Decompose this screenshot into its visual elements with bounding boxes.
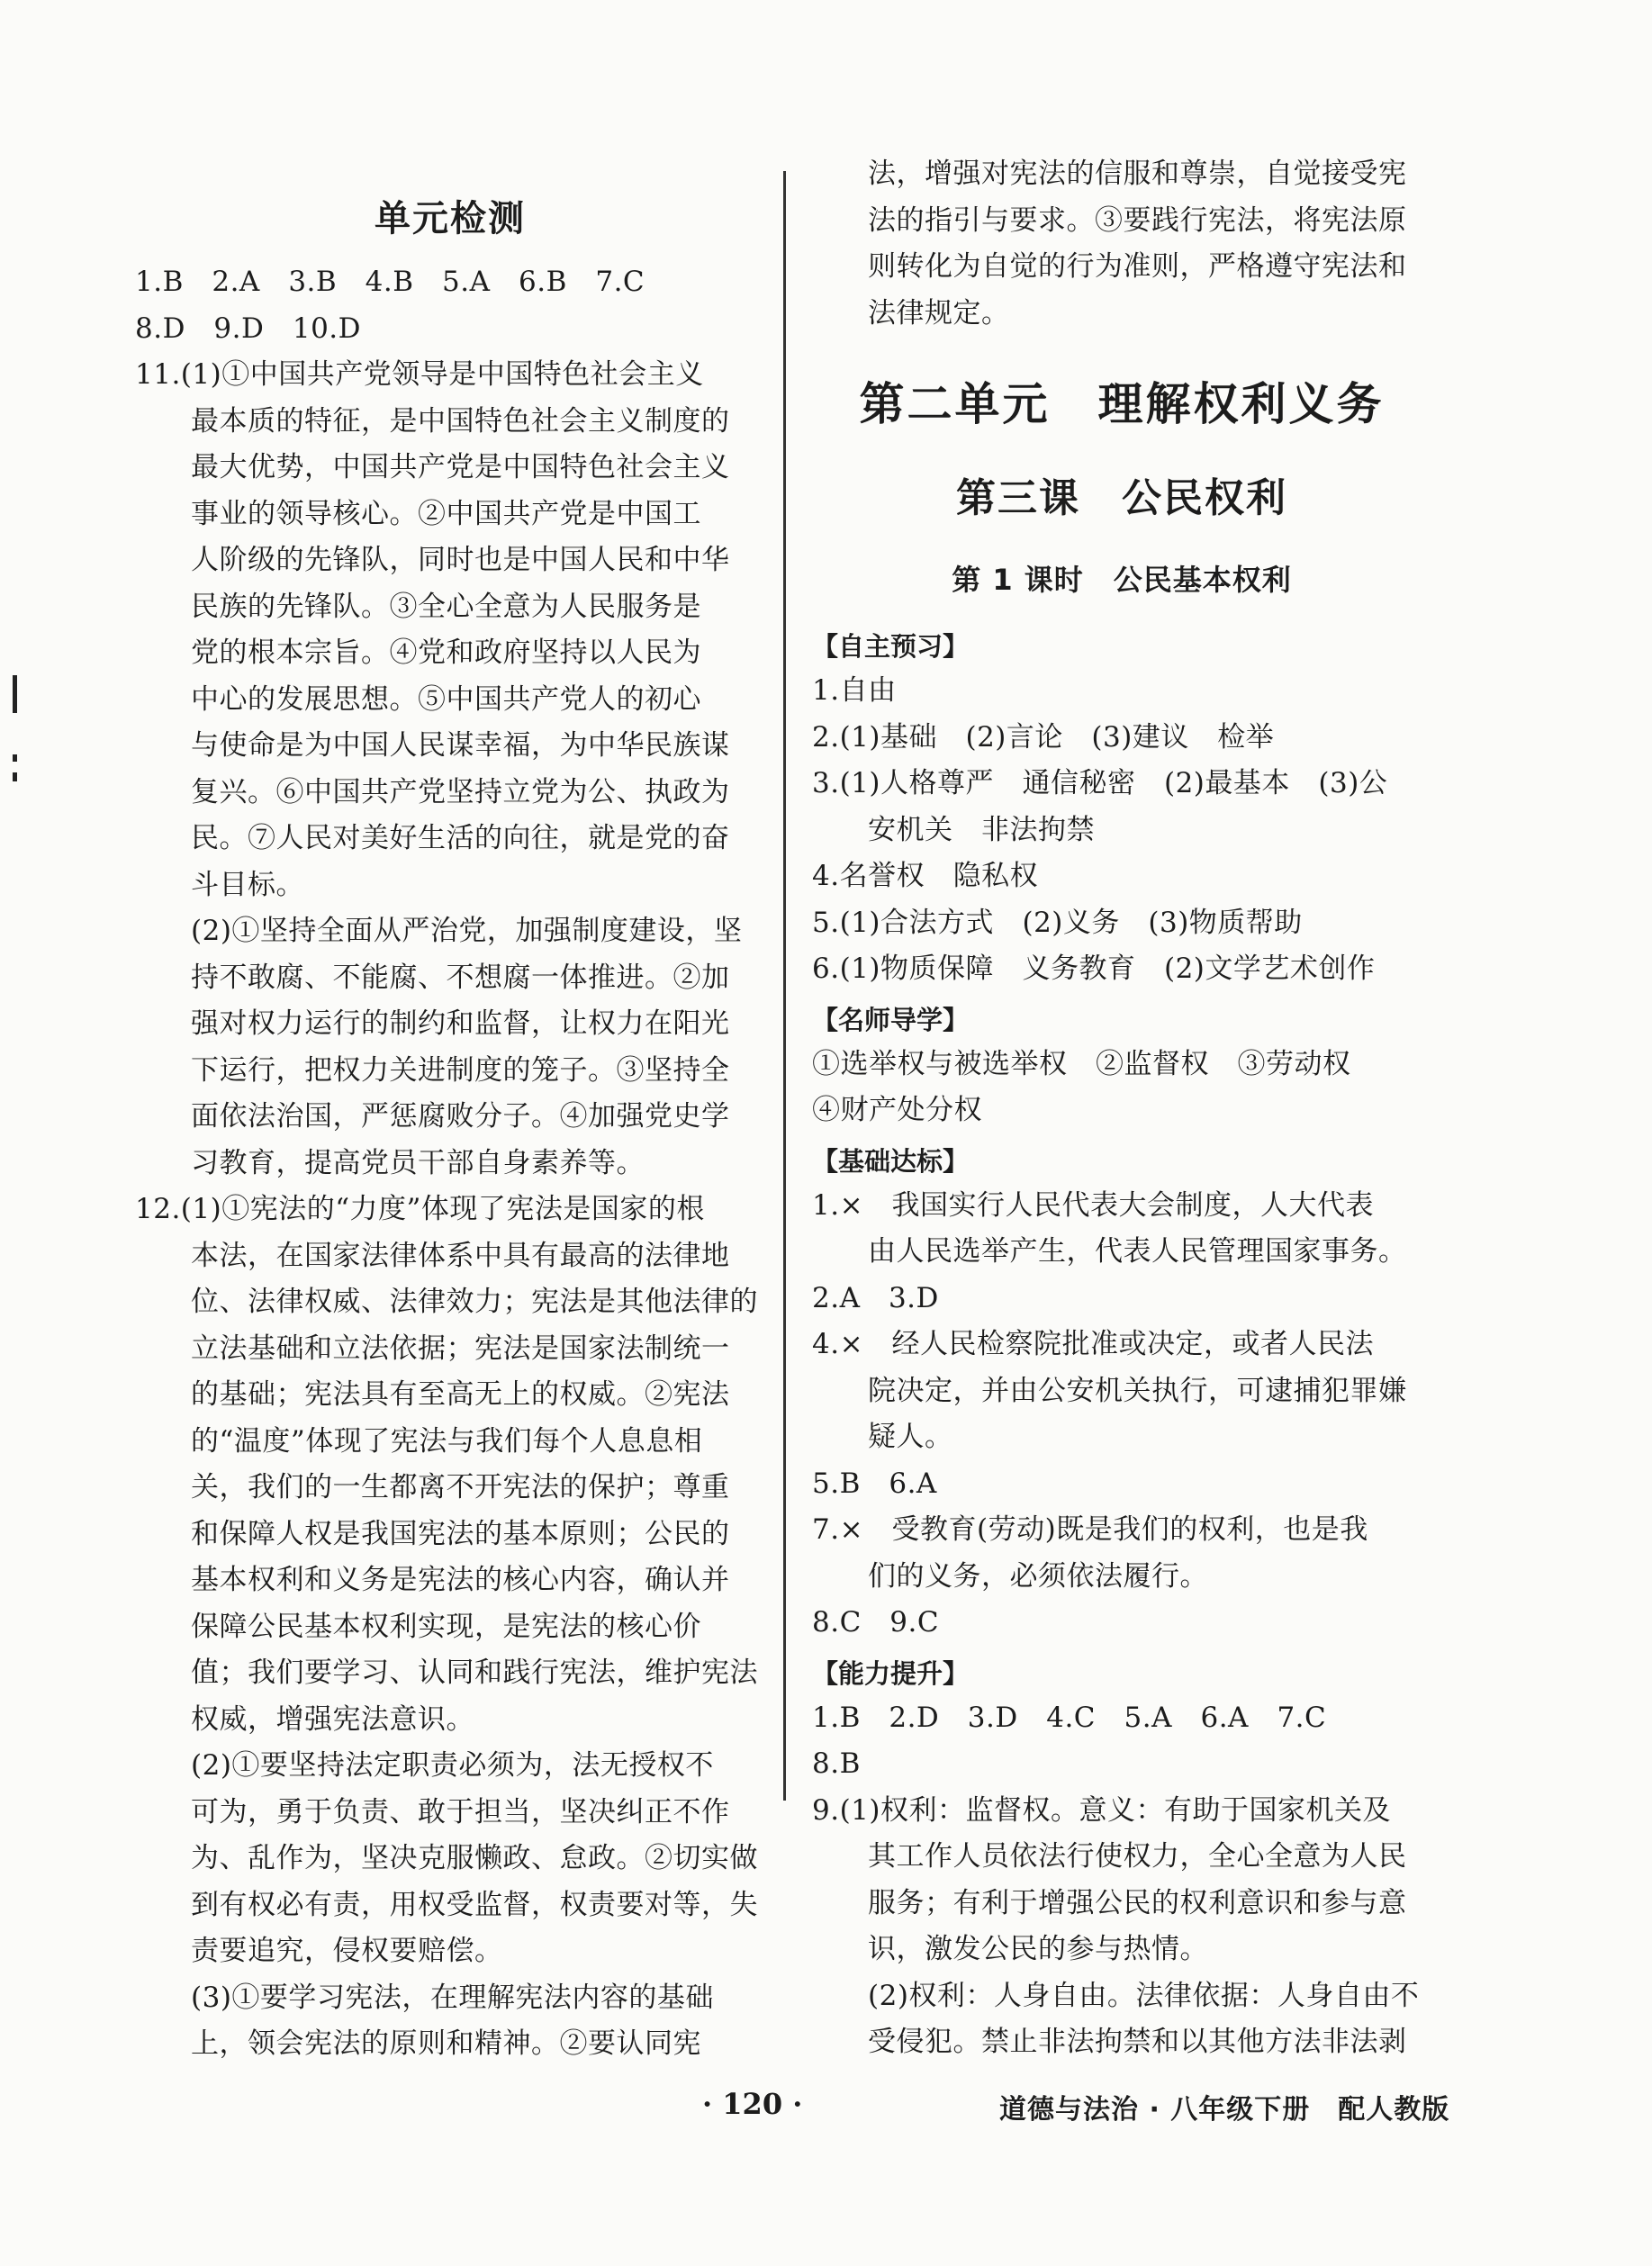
answer-line: 为、乱作为，坚决克服懒政、怠政。②切实做 xyxy=(191,1842,758,1874)
answer-line: 法律规定。 xyxy=(868,296,1010,330)
scan-edge-mark xyxy=(13,675,17,713)
answer-line: 下运行，把权力关进制度的笼子。③坚持全 xyxy=(191,1053,730,1087)
answer-line: 1.× 我国实行人民代表大会制度，人大代表 xyxy=(812,1188,1375,1222)
answer-line: 2.(1)基础 (2)言论 (3)建议 检举 xyxy=(812,720,1275,754)
answer-line: 安机关 非法拘禁 xyxy=(868,813,1095,846)
answer-line: 服务；有利于增强公民的权利意识和参与意 xyxy=(868,1886,1407,1919)
page-number: · 120 · xyxy=(702,2087,803,2121)
answer-line: 的“温度”体现了宪法与我们每个人息息相 xyxy=(191,1424,703,1458)
answer-line: 8.B xyxy=(812,1747,861,1780)
right-sections xyxy=(812,625,1431,2066)
answer-line: 人阶级的先锋队，同时也是中国人民和中华 xyxy=(191,544,730,576)
unit-title: 第二单元 理解权利义务 xyxy=(859,378,1385,430)
answer-line: 立法基础和立法依据；宪法是国家法制统一 xyxy=(191,1332,730,1365)
answer-line: 的基础；宪法具有至高无上的权威。②宪法 xyxy=(191,1378,730,1411)
section-label: 【自主预习】 xyxy=(812,631,970,662)
answer-line: 8.D 9.D 10.D xyxy=(135,311,362,345)
answer-line: 9.(1)权利：监督权。意义：有助于国家机关及 xyxy=(812,1793,1391,1827)
scan-edge-mark xyxy=(13,772,17,781)
answer-line: 们的义务，必须依法履行。 xyxy=(868,1559,1208,1593)
answer-line: ④财产处分权 xyxy=(812,1094,982,1126)
answer-line: 和保障人权是我国宪法的基本原则；公民的 xyxy=(191,1517,730,1550)
answer-line: 5.B 6.A xyxy=(812,1467,937,1500)
answer-line: 1.B 2.D 3.D 4.C 5.A 6.A 7.C xyxy=(812,1701,1327,1734)
left-answer-list xyxy=(135,259,765,2068)
answer-line: 11.(1)①中国共产党领导是中国特色社会主义 xyxy=(135,358,704,391)
answer-line: 3.(1)人格尊严 通信秘密 (2)最基本 (3)公 xyxy=(812,767,1388,799)
answer-line: 7.× 受教育(劳动)既是我们的权利，也是我 xyxy=(812,1513,1368,1546)
answer-line: 关，我们的一生都离不开宪法的保护；尊重 xyxy=(191,1471,730,1503)
answer-line: (2)①要坚持法定职责必须为，法无授权不 xyxy=(191,1749,714,1782)
answer-line: 最大优势，中国共产党是中国特色社会主义 xyxy=(191,451,730,483)
answer-line: 则转化为自觉的行为准则，严格遵守宪法和 xyxy=(868,250,1407,283)
answer-line: (3)①要学习宪法，在理解宪法内容的基础 xyxy=(191,1981,714,2014)
answer-line: 值；我们要学习、认同和践行宪法，维护宪法 xyxy=(191,1657,758,1689)
answer-line: 民。⑦人民对美好生活的向往，就是党的奋 xyxy=(191,822,730,854)
answer-line: 院决定，并由公安机关执行，可逮捕犯罪嫌 xyxy=(868,1374,1407,1407)
answer-line: 4.名誉权 隐私权 xyxy=(812,860,1039,892)
column-divider xyxy=(783,171,786,1801)
answer-line: 民族的先锋队。③全心全意为人民服务是 xyxy=(191,590,701,623)
answer-line: 法，增强对宪法的信服和尊崇，自觉接受宪 xyxy=(868,158,1407,190)
answer-line: 识，激发公民的参与热情。 xyxy=(868,1933,1208,1965)
lesson-title: 第三课 公民权利 xyxy=(956,475,1287,521)
answer-line: 权威，增强宪法意识。 xyxy=(191,1702,474,1736)
answer-line: 疑人。 xyxy=(868,1421,953,1453)
section-label: 【能力提升】 xyxy=(812,1657,970,1689)
answer-line: 2.A 3.D xyxy=(812,1281,939,1314)
answer-line: 上，领会宪法的原则和精神。②要认同宪 xyxy=(191,2027,701,2060)
answer-line: 6.(1)物质保障 义务教育 (2)文学艺术创作 xyxy=(812,952,1376,985)
answer-line: 4.× 经人民检察院批准或决定，或者人民法 xyxy=(812,1328,1375,1360)
answer-line: 8.C 9.C xyxy=(812,1606,940,1639)
answer-line: ①选举权与被选举权 ②监督权 ③劳动权 xyxy=(812,1047,1351,1080)
answer-line: 法的指引与要求。③要践行宪法，将宪法原 xyxy=(868,203,1407,237)
right-intro-text xyxy=(812,151,1431,337)
answer-line: 习教育，提高党员干部自身素养等。 xyxy=(191,1146,645,1179)
book-title: 道德与法治 · 八年级下册 配人教版 xyxy=(999,2094,1450,2126)
answer-line: 面依法治国，严惩腐败分子。④加强党史学 xyxy=(191,1100,730,1133)
answer-line: 12.(1)①宪法的“力度”体现了宪法是国家的根 xyxy=(135,1193,705,1225)
answer-line: 强对权力运行的制约和监督，让权力在阳光 xyxy=(191,1007,730,1040)
left-column xyxy=(135,160,765,2068)
answer-line: 中心的发展思想。⑤中国共产党人的初心 xyxy=(191,682,701,716)
answer-line: (2)①坚持全面从严治党，加强制度建设，坚 xyxy=(191,915,743,947)
answer-line: 可为，勇于负责、敢于担当，坚决纠正不作 xyxy=(191,1795,730,1828)
answer-line: 持不敢腐、不能腐、不想腐一体推进。②加 xyxy=(191,961,730,994)
answer-line: 党的根本宗旨。④党和政府坚持以人民为 xyxy=(191,636,701,669)
answer-line: 位、法律权威、法律效力；宪法是其他法律的 xyxy=(191,1286,758,1318)
scan-edge-mark xyxy=(13,754,17,762)
answer-line: 1.B 2.A 3.B 4.B 5.A 6.B 7.C xyxy=(135,266,645,298)
answer-line: 复兴。⑥中国共产党坚持立党为公、执政为 xyxy=(191,775,730,808)
answer-line: 5.(1)合法方式 (2)义务 (3)物质帮助 xyxy=(812,906,1303,939)
answer-line: 其工作人员依法行使权力，全心全意为人民 xyxy=(868,1840,1407,1873)
period-title: 第 1 课时 公民基本权利 xyxy=(952,563,1292,597)
section-label: 【名师导学】 xyxy=(812,1004,970,1035)
answer-line: 责要追究，侵权要赔偿。 xyxy=(191,1935,503,1967)
answer-line: 到有权必有责，用权受监督，权责要对等，失 xyxy=(191,1888,758,1921)
right-column xyxy=(812,151,1431,2066)
answer-line: (2)权利：人身自由。法律依据：人身自由不 xyxy=(868,1979,1420,2012)
answer-line: 1.自由 xyxy=(812,674,897,707)
section-label: 【基础达标】 xyxy=(812,1145,970,1177)
answer-line: 本法，在国家法律体系中具有最高的法律地 xyxy=(191,1239,730,1272)
answer-line: 事业的领导核心。②中国共产党是中国工 xyxy=(191,497,701,530)
answer-line: 保障公民基本权利实现，是宪法的核心价 xyxy=(191,1610,701,1643)
section-heading-unit-test: 单元检测 xyxy=(375,198,526,239)
page-footer xyxy=(666,2087,1476,2141)
answer-line: 最本质的特征，是中国特色社会主义制度的 xyxy=(191,404,730,438)
answer-line: 斗目标。 xyxy=(191,868,304,901)
answer-line: 与使命是为中国人民谋幸福，为中华民族谋 xyxy=(191,729,730,762)
answer-line: 由人民选举产生，代表人民管理国家事务。 xyxy=(868,1235,1407,1268)
answer-line: 受侵犯。禁止非法拘禁和以其他方法非法剥 xyxy=(868,2026,1407,2058)
answer-line: 基本权利和义务是宪法的核心内容，确认并 xyxy=(191,1564,730,1596)
